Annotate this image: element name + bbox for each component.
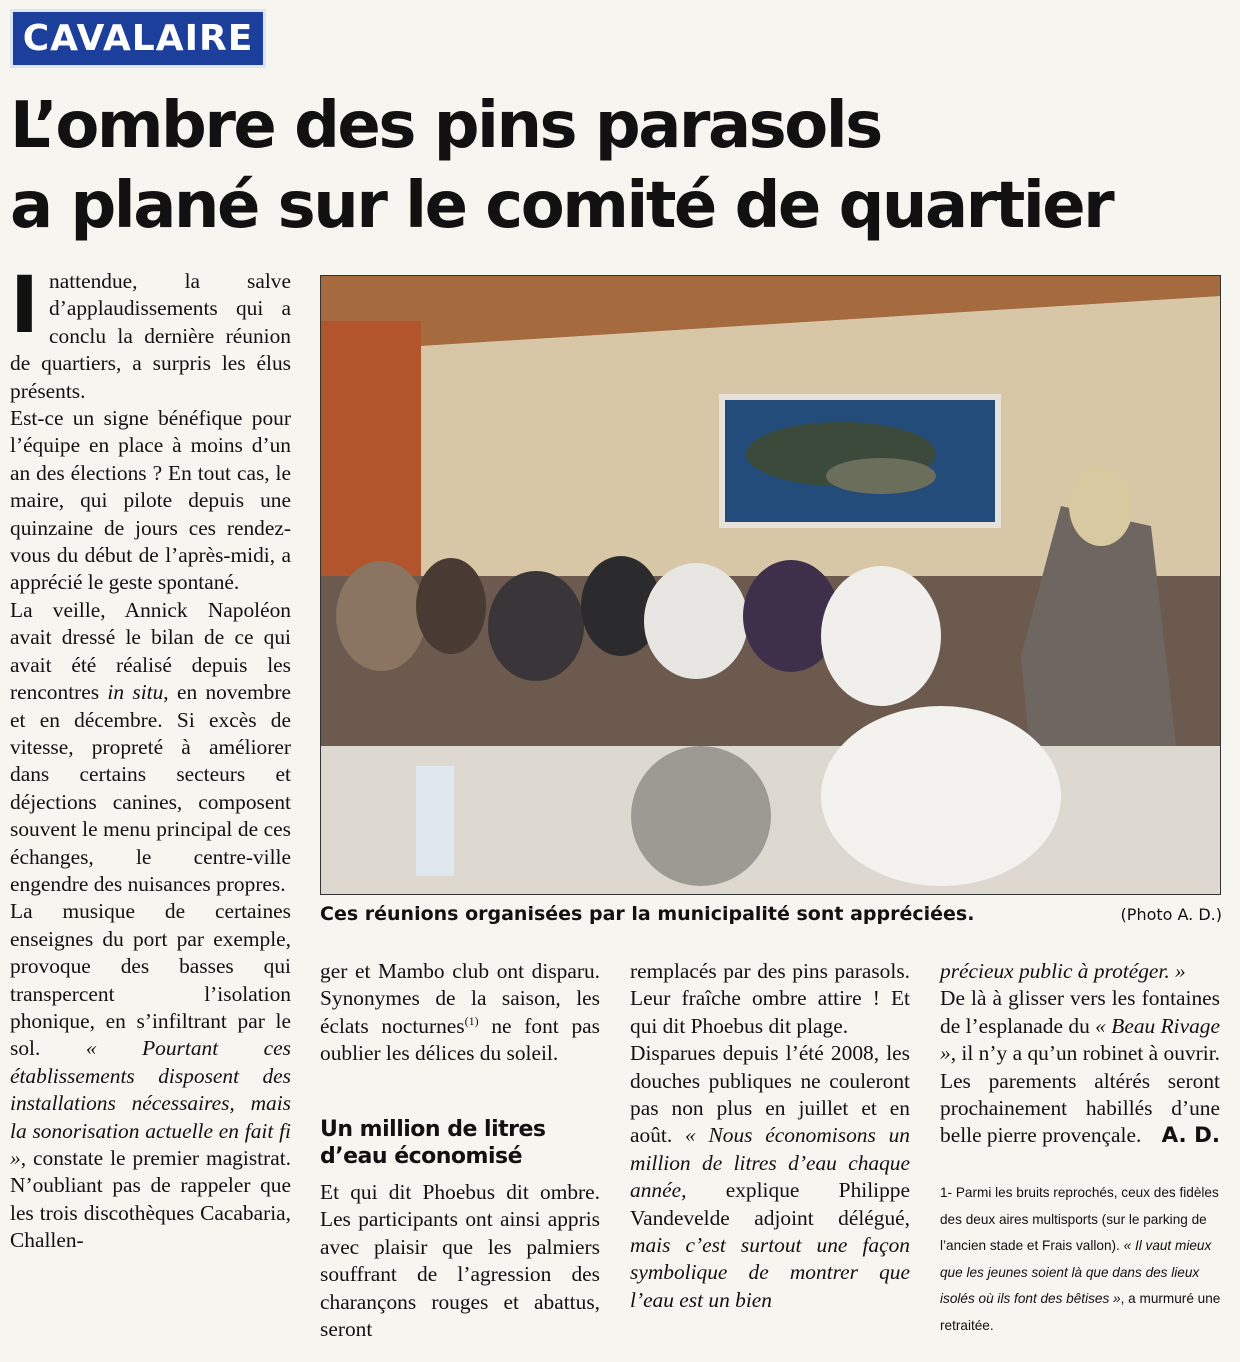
headline-line-2: a plané sur le comité de quartier	[10, 169, 1113, 243]
footnote	[940, 1180, 1222, 1339]
headline-line-1: L’ombre des pins parasols	[10, 89, 881, 163]
paragraph	[320, 958, 600, 1068]
italic-text: in situ	[107, 680, 164, 705]
quote-text: mais c’est surtout une façon symbolique de montrer que l’eau est un bien	[630, 1233, 910, 1312]
paragraph-text: ne font pas oublier les délices du soleil.	[320, 1013, 600, 1066]
meeting-photo	[320, 275, 1221, 895]
photo-caption: Ces réunions organisées par la municipalité sont appréciées.	[320, 903, 975, 925]
article-column-3	[630, 958, 910, 1314]
paragraph-text: nattendue, la salve d’applaudissements qui a conclu la dernière réunion de quartiers, a surpris les élus présents.	[10, 269, 291, 403]
paragraph-text: , en novembre et en décembre. Si excès de vitesse, propreté à améliorer dans certains secteurs et déjections canines, composent souvent le menu principal de ces échanges, le centre-ville engendre des nuisances propres.	[10, 680, 291, 896]
photo-credit: (Photo A. D.)	[1120, 905, 1222, 924]
paragraph	[10, 898, 291, 1254]
article-column-4	[940, 958, 1220, 1150]
footnote-text: 1- Parmi les bruits reprochés, ceux des fidèles des deux aires multisports (sur le parking de l’ancien stade et Frais vallon).	[940, 1185, 1219, 1253]
paragraph-text: Disparues depuis l’été 2008, les douches publiques ne couleront pas non plus en juillet et en août.	[630, 1041, 910, 1148]
paragraph-text: , constate le premier magistrat. N’oubliant pas de rappeler que les trois discothèques Cacabaria, Challen-	[10, 1146, 291, 1253]
article-column-2-continued	[320, 1179, 600, 1343]
quote-text: « Nous économisons un million de litres d’eau chaque année,	[630, 1123, 910, 1203]
paragraph	[940, 958, 1220, 985]
paragraph: Est-ce un signe bénéfique pour l’équipe en place à moins d’un an des élections ? En tout cas, le maire, qui pilote depuis une quinzaine de jours ces rendez-vous du début de l’après-midi, a apprécié le geste spontané.	[10, 406, 291, 595]
paragraph	[10, 597, 291, 898]
paragraph-text: explique Philippe Vandevelde adjoint délégué,	[630, 1178, 910, 1230]
photo-illustration	[321, 276, 1221, 895]
article-column-2	[320, 958, 600, 1068]
paragraph-text: , il n’y a qu’un robinet à ouvrir. Les parements altérés seront prochainement habillés d’une belle pierre provençale.	[940, 1041, 1220, 1148]
author-signature: A. D.	[1161, 1123, 1220, 1149]
place-name: « Beau Rivage »	[940, 1013, 1220, 1066]
section-kicker: CAVALAIRE	[10, 9, 266, 68]
paragraph-text: La veille, Annick Napoléon avait dressé le bilan de ce qui avait été réalisé depuis les rencontres	[10, 597, 291, 705]
paragraph-text: ger et Mambo club ont disparu. Synonymes de la saison, les éclats nocturnes	[320, 959, 600, 1038]
quote-text: précieux public à protéger. »	[940, 959, 1186, 983]
paragraph-text: De là à glisser vers les fontaines de l’esplanade du	[940, 986, 1220, 1038]
paragraph: remplacés par des pins parasols. Leur fraîche ombre attire ! Et qui dit Phoebus dit plage.	[630, 959, 910, 1038]
paragraph	[630, 1040, 910, 1314]
paragraph	[940, 985, 1220, 1149]
article-column-1	[10, 261, 291, 1255]
drop-cap: I	[10, 261, 40, 351]
paragraph	[10, 261, 291, 405]
footnote-quote: « Il vaut mieux que les jeunes soient là que dans des lieux isolés où ils font des bêtises »	[940, 1238, 1212, 1306]
section-subheading: Un million de litres d’eau économisé	[320, 1117, 546, 1169]
footnote-marker[interactable]: (1)	[464, 1013, 479, 1028]
paragraph-text: La musique de certaines enseignes du port par exemple, provoque des basses qui transpercent l’isolation phonique, en s’infiltrant par le sol.	[10, 899, 291, 1061]
article-headline	[10, 86, 1230, 246]
footnote-text: , a murmuré une retraitée.	[940, 1291, 1221, 1333]
paragraph: Et qui dit Phoebus dit ombre. Les participants ont ainsi appris avec plaisir que les palmiers souffrant de l’agression des charançons rouges et abattus, seront	[320, 1180, 600, 1342]
quote-text: « Pourtant ces établissements disposent des installations nécessaires, mais la sonorisation actuelle en fait fi »	[10, 1036, 291, 1170]
